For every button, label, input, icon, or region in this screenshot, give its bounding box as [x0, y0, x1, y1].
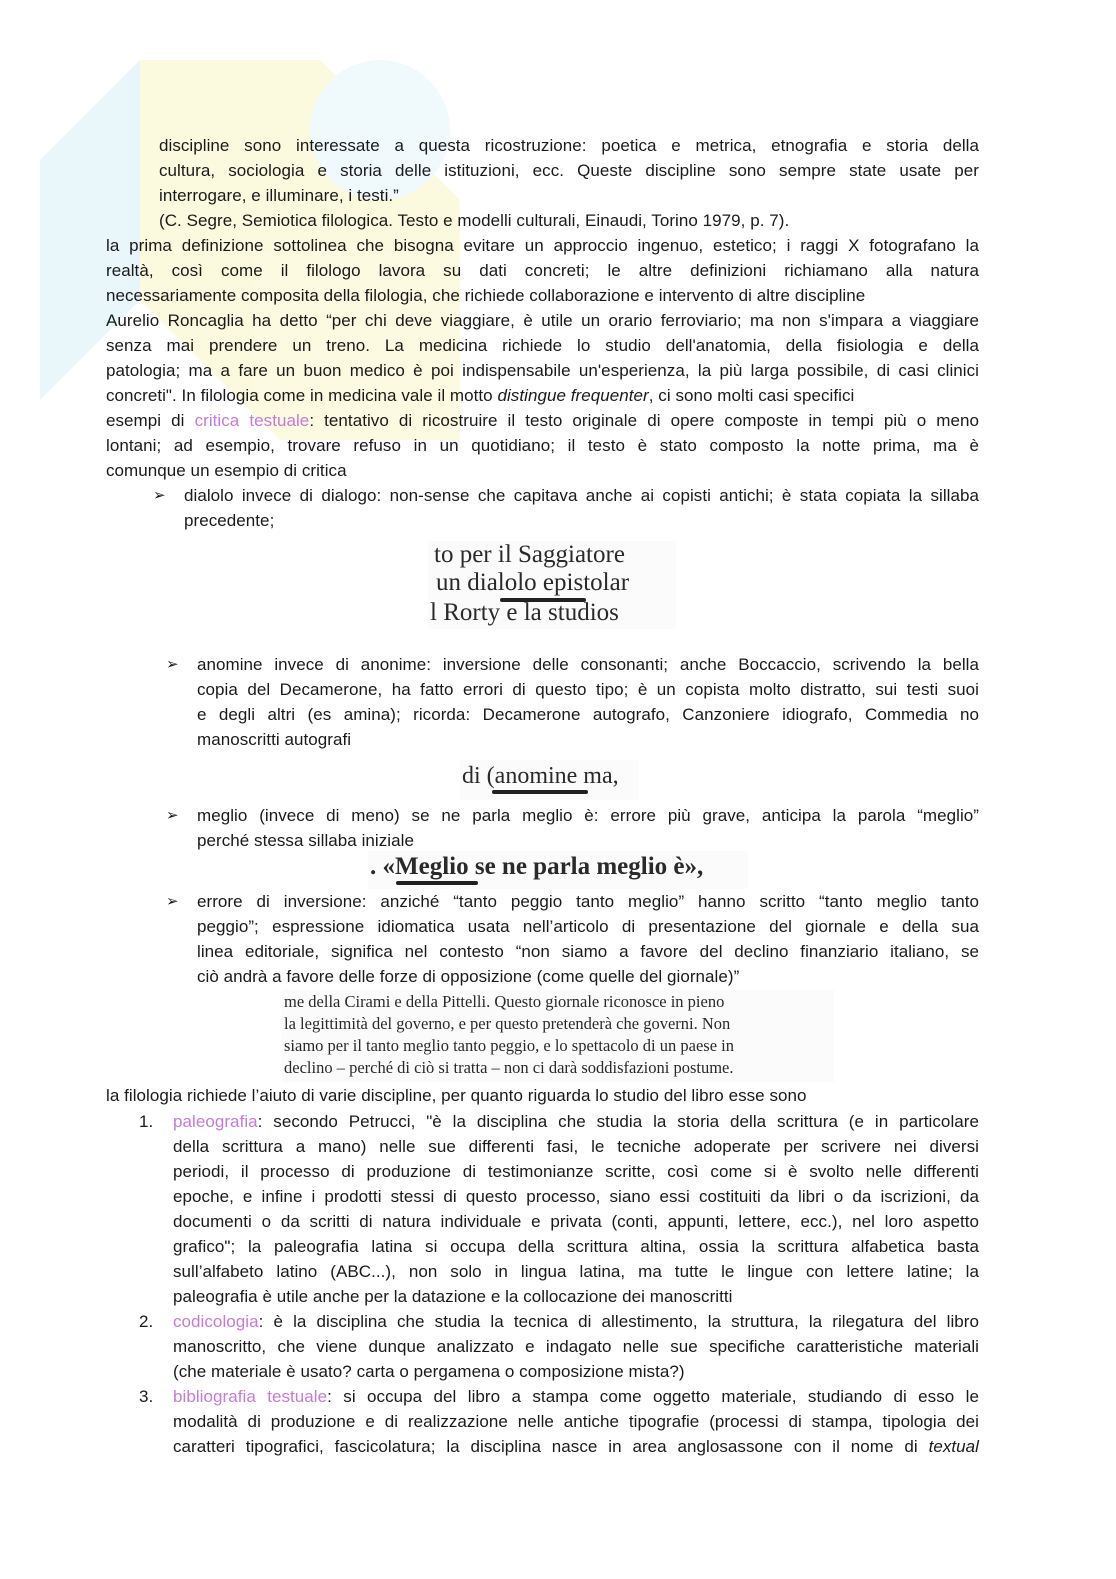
list-item-line: della scrittura a mano) nelle sue differenti fasi, le tecniche adoperate per scrivere nei diversi — [173, 1137, 979, 1156]
paragraph-line: comunque un esempio di critica — [106, 461, 347, 480]
list-item-line: documenti o da scritti di natura individuale e privata (conti, appunti, lettere, ecc.), nel loro aspetto — [173, 1212, 979, 1231]
clip-line: di (anomine ma, — [462, 763, 619, 789]
paragraph-line: patologia; ma a fare un buon medico è poi indispensabile un'esperienza, la più larga possibile, di casi clinici — [106, 361, 979, 380]
text-run: : è la disciplina che studia la tecnica di allestimento, la struttura, la rilegatura del libro — [258, 1312, 979, 1331]
example-line: anomine invece di anonime: inversione delle consonanti; anche Boccaccio, scrivendo la bella — [197, 655, 979, 674]
list-item-line — [173, 1384, 979, 1409]
list-item-line: epoche, e infine i prodotti stessi di questo processo, siano essi costituiti da libri o da iscrizioni, da — [173, 1187, 979, 1206]
text-run: concreti". In filologia come in medicina vale il motto — [106, 386, 498, 405]
clip-line: la legittimità del governo, e per questo pretenderà che governi. Non — [284, 1014, 731, 1033]
list-item-line — [173, 1109, 979, 1134]
example-line: peggio”; espressione idiomatica usata nell’articolo di presentazione del giornale e della sua — [197, 917, 979, 936]
example-line: meglio (invece di meno) se ne parla meglio è: errore più grave, anticipa la parola “meglio” — [197, 806, 979, 825]
example-line: copia del Decamerone, ha fatto errori di questo tipo; è un copista molto distratto, sui testi suoi — [197, 680, 979, 699]
text-run: : secondo Petrucci, "è la disciplina che studia la storia della scrittura (e in particolare — [257, 1112, 979, 1131]
newspaper-clip-inversione — [282, 990, 834, 1082]
paragraph-line: realtà, così come il filologo lavora su dati concreti; le altre definizioni richiamano alla natura — [106, 261, 979, 280]
term-critica-testuale: critica testuale — [194, 411, 310, 430]
arrow-bullet-icon: ➢ — [153, 487, 166, 504]
clip-line: declino – perché di ciò si tratta – non ci darà soddisfazioni postume. — [284, 1058, 734, 1077]
list-item-line: paleografia è utile anche per la datazione e la collocazione dei manoscritti — [173, 1287, 733, 1306]
term-codicologia: codicologia — [173, 1312, 259, 1331]
paragraph-line — [106, 408, 979, 433]
list-number: 2. — [139, 1312, 154, 1331]
example-line: dialolo invece di dialogo: non-sense che capitava anche ai copisti antichi; è stata copiata la sillaba — [184, 486, 979, 505]
newspaper-clip-anomine — [460, 760, 638, 800]
paragraph-line: Aurelio Roncaglia ha detto “per chi deve viaggiare, è utile un orario ferroviario; ma non s'impara a viaggiare — [106, 311, 979, 330]
term-paleografia: paleografia — [173, 1112, 258, 1131]
example-line: errore di inversione: anziché “tanto peggio tanto meglio” hanno scritto “tanto meglio tanto — [197, 892, 979, 911]
paragraph-line — [106, 383, 854, 408]
paragraph-line: lontani; ad esempio, trovare refuso in un quotidiano; il testo è stato composto la notte prima, ma è — [106, 436, 979, 455]
arrow-bullet-icon: ➢ — [166, 656, 179, 673]
clip-line: siamo per il tanto meglio tanto peggio, e lo spettacolo di un paese in — [284, 1036, 734, 1055]
citation: (C. Segre, Semiotica filologica. Testo e modelli culturali, Einaudi, Torino 1979, p. 7). — [159, 211, 790, 230]
list-item-line: periodi, il processo di produzione di testimonianze scritte, così come si è svolto nelle differenti — [173, 1162, 979, 1181]
paragraph-line: necessariamente composita della filologia, che richiede collaborazione e intervento di altre discipline — [106, 286, 866, 305]
example-line: linea editoriale, significa nel contesto “non siamo a favore del declino finanziario italiano, se — [197, 942, 979, 961]
clip-line: me della Cirami e della Pittelli. Questo giornale riconosce in pieno — [284, 992, 725, 1011]
quote-line: interrogare, e illuminare, i testi.” — [159, 186, 399, 205]
paragraph-line: senza mai prendere un treno. La medicina richiede lo studio dell'anatomia, della fisiologia e della — [106, 336, 979, 355]
arrow-bullet-icon: ➢ — [166, 807, 179, 824]
text-run: caratteri tipografici, fascicolatura; la disciplina nasce in area anglosassone con il nome di — [173, 1437, 929, 1456]
underline-mark — [396, 881, 478, 885]
clip-line: un dialolo epistolar — [436, 569, 630, 596]
newspaper-clip-dialolo — [428, 541, 676, 629]
list-item-line: manoscritto, che viene dunque analizzato e indagato nelle sue specifiche caratteristiche materiali — [173, 1337, 979, 1356]
clip-line: . «Meglio se ne parla meglio è», — [370, 853, 704, 880]
list-item-line — [173, 1309, 979, 1334]
example-line: manoscritti autografi — [197, 730, 352, 749]
text-run: : tentativo di ricostruire il testo originale di opere composte in tempi più o meno — [309, 411, 979, 430]
underline-mark — [492, 790, 588, 794]
quote-line: cultura, sociologia e storia delle istituzioni, ecc. Queste discipline sono sempre state usate per — [159, 161, 979, 180]
example-line: precedente; — [184, 511, 275, 530]
list-number: 1. — [139, 1112, 154, 1131]
list-item-line: modalità di produzione e di realizzazione nelle antiche tipografie (processi di stampa, tipologia dei — [173, 1412, 979, 1431]
section-intro: la filologia richiede l’aiuto di varie discipline, per quanto riguarda lo studio del libro esse sono — [106, 1086, 807, 1105]
text-run: : si occupa del libro a stampa come oggetto materiale, studiando di esso le — [327, 1387, 979, 1406]
textual-italic: textual — [928, 1437, 979, 1456]
example-line: perché stessa sillaba iniziale — [197, 831, 414, 850]
newspaper-clip-meglio — [368, 851, 748, 889]
list-item-line — [173, 1434, 979, 1459]
text-run: , ci sono molti casi specifici — [648, 386, 855, 405]
paragraph-line: la prima definizione sottolinea che bisogna evitare un approccio ingenuo, estetico; i raggi X fotografano la — [106, 236, 979, 255]
arrow-bullet-icon: ➢ — [166, 893, 179, 910]
list-number: 3. — [139, 1387, 154, 1406]
example-line: ciò andrà a favore delle forze di opposizione (come quelle del giornale)” — [197, 967, 740, 986]
example-line: e degli altri (es amina); ricorda: Decamerone autografo, Canzoniere idiografo, Commedia no — [197, 705, 979, 724]
clip-line: to per il Saggiatore — [434, 541, 625, 568]
list-item-line: (che materiale è usato? carta o pergamena o composizione mista?) — [173, 1362, 685, 1381]
clip-line: l Rorty e la studios — [430, 599, 619, 626]
quote-line: discipline sono interessate a questa ricostruzione: poetica e metrica, etnografia e storia della — [159, 136, 979, 155]
term-bibliografia-testuale: bibliografia testuale — [173, 1387, 328, 1406]
list-item-line: sull’alfabeto latino (ABC...), non solo in lingua latina, ma tutte le lingue con lettere latine; la — [173, 1262, 979, 1281]
motto-italic: distingue frequenter — [497, 386, 649, 405]
text-run: esempi di — [106, 411, 195, 430]
list-item-line: grafico"; la paleografia latina si occupa della scrittura altina, ossia la scrittura alfabetica basta — [173, 1237, 979, 1256]
